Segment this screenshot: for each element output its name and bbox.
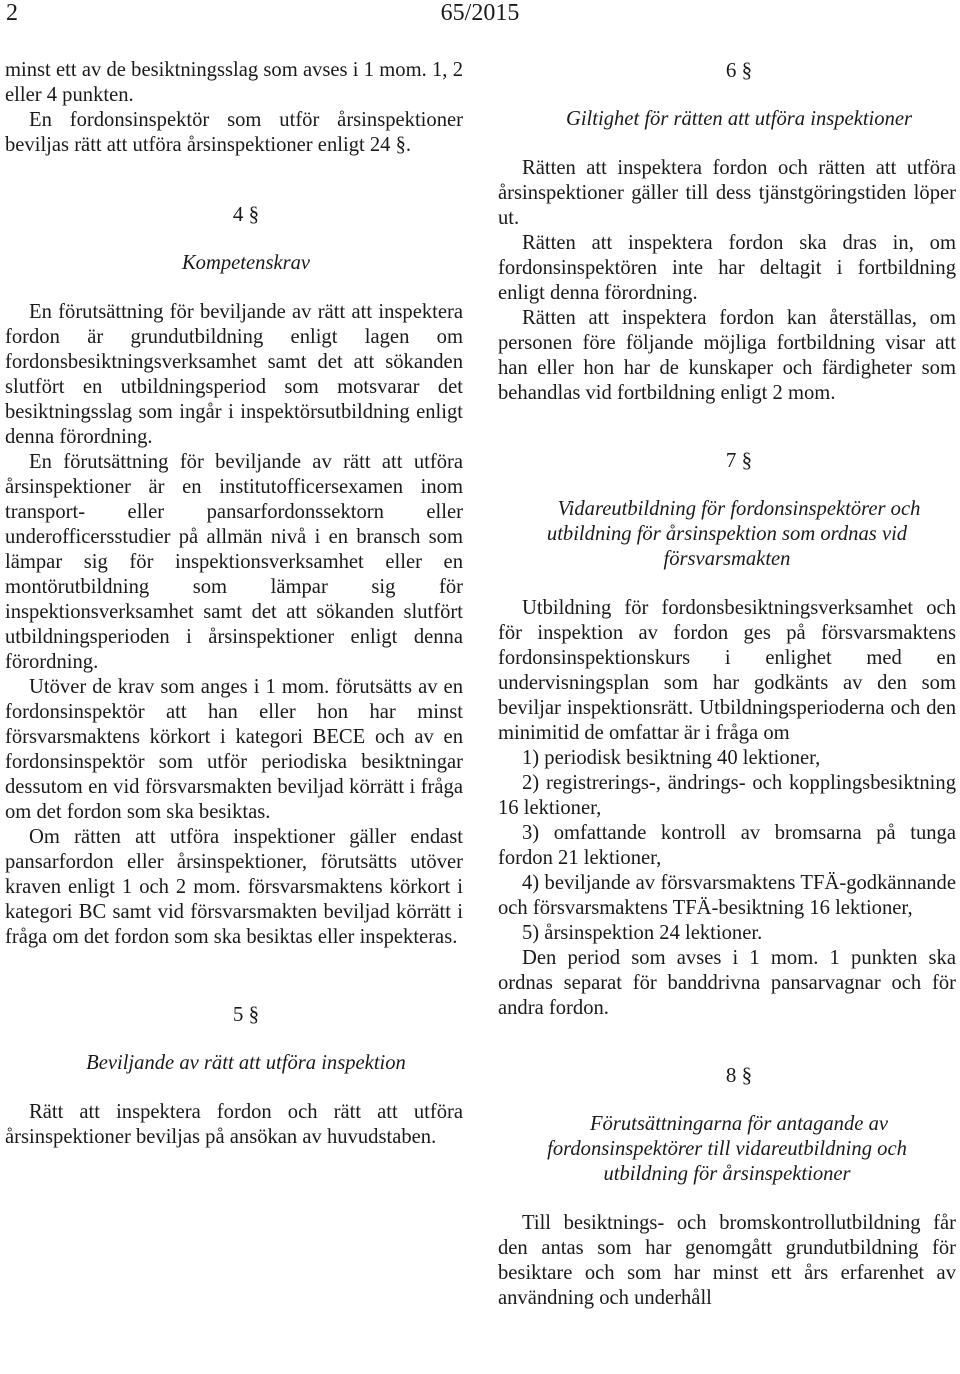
list-item: 4) beviljande av försvarsmaktens TFÄ-godkännande och försvarsmaktens TFÄ-besiktning 16 lektioner, — [498, 872, 956, 919]
list-item: 5) årsinspektion 24 lektioner. — [522, 922, 763, 944]
list-item: 1) periodisk besiktning 40 lektioner, — [522, 747, 821, 769]
section-number: 5 § — [232, 1002, 260, 1026]
paragraph: Den period som avses i 1 mom. 1 punkten ska ordnas separat för banddrivna pansarvagnar och för andra fordon. — [498, 947, 956, 1019]
paragraph: En fordonsinspektör som utför årsinspektioner beviljas rätt att utföra årsinspektioner enligt 24 §. — [5, 109, 463, 156]
page-header — [0, 0, 960, 30]
section-title: Förutsättningarna för antagande av fordonsinspektörer till vidareutbildning och utbildning för årsinspektioner — [547, 1113, 907, 1185]
paragraph: Rätten att inspektera fordon ska dras in, om fordonsinspektören inte har deltagit i fortbildning enligt denna förordning. — [498, 232, 956, 304]
paragraph: Rätten att inspektera fordon kan återställas, om personen före följande möjliga fortbildning visar att han eller hon har de kunskaper och färdigheter som behandlas vid fortbildning enligt 2 mom. — [498, 307, 956, 404]
section-number: 6 § — [725, 58, 753, 82]
section-title: Giltighet för rätten att utföra inspektioner — [565, 108, 913, 130]
section-title: Kompetenskrav — [181, 252, 311, 274]
left-column — [5, 58, 463, 1150]
right-column — [498, 58, 956, 1311]
page-number: 2 — [6, 0, 18, 26]
list-item: 2) registrerings-, ändrings- och kopplingsbesiktning 16 lektioner, — [498, 772, 956, 819]
section-number: 4 § — [232, 202, 260, 226]
paragraph: En förutsättning för beviljande av rätt att utföra årsinspektioner är en institutofficersexamen inom transport- eller pansarfordonssektorn eller underofficersstudier på allmän nivå i en bransch som lämpar sig för inspektionsverksamhet eller en montörutbildning som lämpar sig för inspektionsverksamhet samt det att sökanden slutfört utbildningsperioden i årsinspektioner enligt denna förordning. — [5, 451, 463, 673]
paragraph: Rätten att inspektera fordon och rätten att utföra årsinspektioner gäller till dess tjänstgöringstiden löper ut. — [498, 157, 956, 229]
list-item: 3) omfattande kontroll av bromsarna på tunga fordon 21 lektioner, — [498, 822, 956, 869]
paragraph: Utöver de krav som anges i 1 mom. förutsätts av en fordonsinspektör att han eller hon har minst försvarsmaktens körkort i kategori BECE och av en fordonsinspektör som utför periodiska besiktningar dessutom en vid försvarsmakten beviljad körrätt i fråga om det fordon som ska besiktas. — [5, 676, 463, 823]
paragraph: Utbildning för fordonsbesiktningsverksamhet och för inspektion av fordon ges på försvarsmaktens fordonsinspektionskurs i enlighet med en undervisningsplan som har godkänts av den som beviljar inspektionsrätt. Utbildningsperioderna och den minimitid de omfattar är i fråga om — [498, 597, 956, 744]
section-number: 7 § — [725, 448, 753, 472]
section-title: Beviljande av rätt att utföra inspektion — [86, 1052, 406, 1074]
section-title: Vidareutbildning för fordonsinspektörer och utbildning för årsinspektion som ordnas vid försvarsmakten — [546, 498, 921, 570]
paragraph: En förutsättning för beviljande av rätt att inspektera fordon är grundutbildning enligt lagen om fordonsbesiktningsverksamhet samt det att sökanden slutfört en utbildningsperiod som motsvarar det besiktningsslag som ingår i inspektörsutbildning enligt denna förordning. — [5, 301, 463, 448]
paragraph: Om rätten att utföra inspektioner gäller endast pansarfordon eller årsinspektioner, förutsätts utöver kraven enligt 1 och 2 mom. försvarsmaktens körkort i kategori BC samt vid försvarsmakten beviljad körrätt i fråga om det fordon som ska besiktas eller inspekteras. — [5, 826, 463, 948]
issue-number: 65/2015 — [440, 0, 520, 26]
paragraph: Till besiktnings- och bromskontrollutbildning får den antas som har genomgått grundutbildning för besiktare och som har minst ett års erfarenhet av användning och underhåll — [498, 1212, 956, 1309]
paragraph: minst ett av de besiktningsslag som avses i 1 mom. 1, 2 eller 4 punkten. — [5, 59, 463, 106]
paragraph: Rätt att inspektera fordon och rätt att utföra årsinspektioner beviljas på ansökan av huvudstaben. — [5, 1101, 463, 1148]
section-number: 8 § — [725, 1063, 753, 1087]
